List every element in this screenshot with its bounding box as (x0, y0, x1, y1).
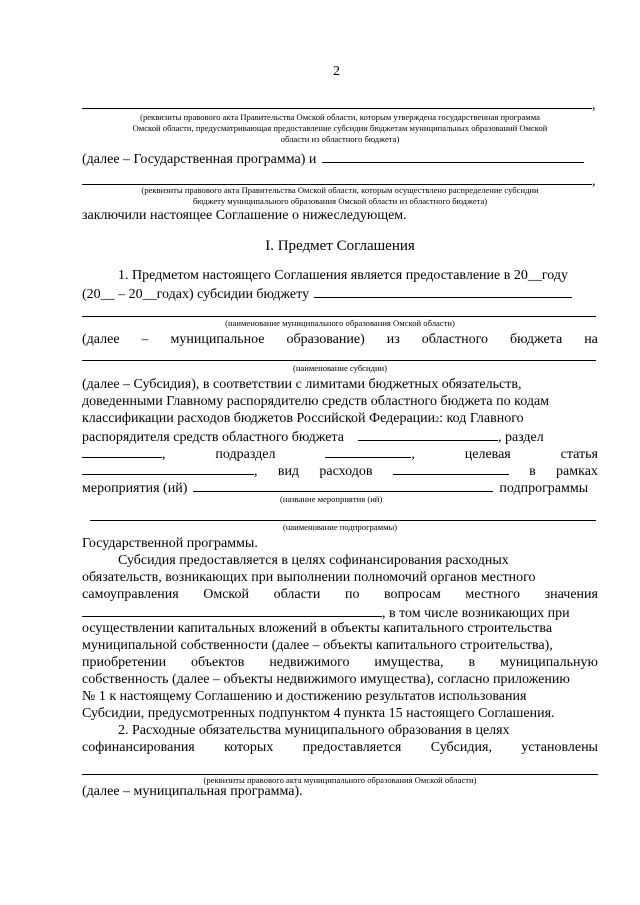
caption: области из областного бюджета) (280, 134, 400, 144)
paragraph-line: , подраздел , целевая статья (82, 445, 598, 463)
paragraph-line: , вид расходов в рамках (82, 462, 598, 480)
paragraph-line: осуществлении капитальных вложений в объекты капитального строительства (82, 621, 553, 636)
paragraph-line: муниципальной собственности (далее – объекты капитального строительства), (82, 638, 553, 653)
paragraph-line: приобретении объектов недвижимого имущества, в муниципальную (82, 655, 598, 670)
blank-field[interactable] (82, 96, 592, 109)
caption: бюджету муниципального образования Омской области из областного бюджета) (192, 196, 488, 206)
blank-field[interactable] (193, 479, 493, 492)
caption: (реквизиты правового акта Правительства Омской области, которым утверждена государственная программа (140, 112, 540, 122)
caption: (реквизиты правового акта муниципального образования Омской области) (203, 775, 477, 785)
blank-field[interactable] (82, 462, 254, 475)
paragraph-line: № 1 к настоящему Соглашению и достижению результатов использования (82, 689, 527, 704)
blank-line (82, 304, 596, 317)
paragraph-line: (20__ – 20__годах) субсидии бюджету (82, 285, 572, 303)
caption: (реквизиты правового акта Правительства Омской области, которым осуществлено распределение субсидии (141, 185, 539, 195)
blank-field[interactable] (82, 445, 162, 458)
blank-field[interactable] (82, 604, 382, 617)
page-number: 2 (333, 64, 340, 79)
blank-line (82, 762, 598, 775)
caption: Омской области, предусматривающая предоставление субсидии бюджетам муниципальных образований Омской (132, 123, 548, 133)
blank-field[interactable] (82, 304, 596, 317)
blank-field[interactable] (90, 508, 596, 521)
paragraph-line: Субсидии, предусмотренных подпунктом 4 пункта 15 настоящего Соглашения. (82, 706, 555, 721)
distribution-act-line: , (82, 172, 598, 190)
paragraph-line: Субсидия предоставляется в целях софинансирования расходных (118, 553, 509, 568)
blank-field[interactable] (82, 762, 598, 775)
paragraph-line: Государственной программы. (82, 536, 258, 551)
blank-line (90, 508, 596, 521)
paragraph-line: (далее – муниципальное образование) из областного бюджета на (82, 332, 598, 347)
paragraph-line: распорядителя средств областного бюджета , раздел (82, 430, 544, 445)
blank-field[interactable] (82, 348, 596, 361)
blank-line (82, 348, 596, 361)
section-title: I. Предмет Соглашения (265, 238, 415, 254)
paragraph-line: 1. Предметом настоящего Соглашения является предоставление в 20__году (118, 268, 568, 283)
paragraph-line: мероприятия (ий) подпрограммы (82, 481, 589, 496)
blank-field[interactable] (325, 445, 411, 458)
paragraph-line: обязательств, возникающих при выполнении полномочий органов местного (82, 570, 536, 585)
blank-field[interactable] (358, 428, 498, 441)
paragraph-line: самоуправления Омской области по вопросам местного значения (82, 587, 598, 602)
caption: (наименование субсидии) (292, 363, 388, 373)
caption: (наименование подпрограммы) (282, 522, 398, 532)
paragraph-line: 2. Расходные обязательства муниципального образования в целях (118, 723, 510, 738)
gp-line: (далее – Государственная программа) и (82, 150, 584, 168)
paragraph-line: софинансирования которых предоставляется Субсидия, установлены (82, 740, 598, 755)
blank-field[interactable] (82, 172, 592, 185)
paragraph-line: заключили настоящее Соглашение о нижеследующем. (82, 208, 407, 223)
program-act-line: , (82, 96, 598, 114)
paragraph-line: доведенными Главному распорядителю средств областного бюджета по кодам (82, 394, 550, 409)
paragraph-line: (далее – Субсидия), в соответствии с лимитами бюджетных обязательств, (82, 377, 522, 392)
caption: (название мероприятия (ий) (280, 494, 383, 504)
paragraph-line: классификации расходов бюджетов Российской Федерации 2 : код Главного (82, 411, 524, 426)
paragraph-line: , в том числе возникающих при (82, 604, 570, 622)
caption: (наименование муниципального образования Омской области) (225, 318, 455, 328)
blank-field[interactable] (393, 462, 509, 475)
paragraph-line: собственность (далее – объекты недвижимого имущества), согласно приложению (82, 672, 570, 687)
blank-field[interactable] (314, 285, 572, 298)
paragraph-line: (далее – муниципальная программа). (82, 784, 303, 799)
blank-field[interactable] (322, 150, 584, 163)
